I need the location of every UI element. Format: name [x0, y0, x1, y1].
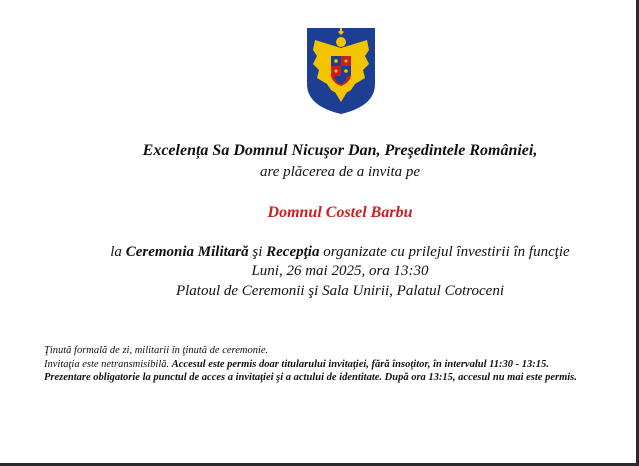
event-venue: Platoul de Ceremonii şi Sala Unirii, Palatul Cotroceni	[175, 283, 505, 299]
event-ceremony: Ceremonia Militară	[125, 244, 249, 260]
event-suffix: organizate cu prilejul învestirii în funcţie	[319, 244, 570, 260]
invitation-intro-line: are plăcerea de a invita pe	[259, 164, 421, 180]
event-prefix: la	[110, 244, 126, 260]
dress-code-note: Ţinută formală de zi, militarii în ţinută de ceremonie.	[44, 345, 269, 356]
event-description	[0, 244, 639, 261]
event-reception: Recepţia	[266, 244, 320, 260]
invitation-notes	[44, 344, 577, 385]
event-date: Luni, 26 mai 2025, ora 13:30	[251, 263, 429, 279]
presentation-rule-note: Prezentare obligatorie la punctul de acces a invitaţiei şi a actului de identitate. După ora 13:15, accesul nu mai este permis.	[44, 372, 577, 383]
non-transferable-note: Invitaţia este netransmisibilă.	[44, 358, 172, 370]
access-note	[44, 358, 577, 372]
event-connector: şi	[248, 244, 267, 260]
coat-of-arms-icon	[305, 26, 377, 116]
access-rule-note: Accesul este permis doar titularului invitaţiei, fără însoţitor, în intervalul 11:30 - 13:15.	[171, 358, 549, 370]
invitation-host-line: Excelența Sa Domnul Nicuşor Dan, Preşedintele României,	[142, 142, 538, 159]
guest-name: Domnul Costel Barbu	[267, 204, 413, 221]
